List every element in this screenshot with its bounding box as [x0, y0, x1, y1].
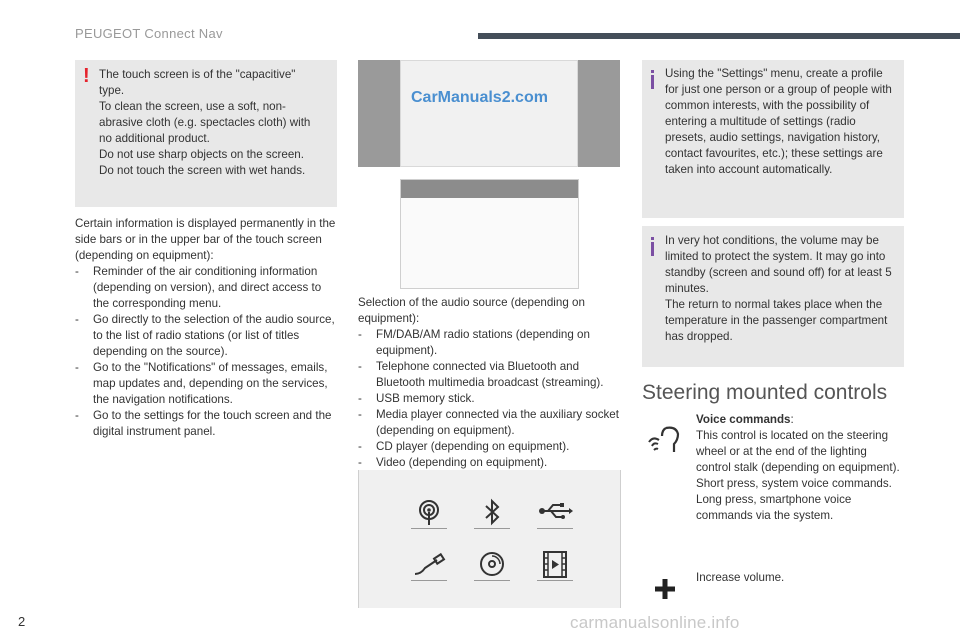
info-icon [651, 242, 654, 256]
voice-line: Long press, smartphone voice commands via the system. [696, 493, 852, 522]
voice-commands-heading [696, 412, 901, 428]
touchscreen-illustration [358, 60, 620, 167]
watermark-text: CarManuals2.com [411, 89, 548, 106]
bluetooth-icon [472, 498, 512, 528]
warning-line: no additional product. [99, 132, 210, 145]
aux-jack-icon [409, 552, 449, 582]
icon-underline [411, 528, 447, 529]
list-item: - FM/DAB/AM radio stations (depending on equipment). [358, 327, 622, 359]
voice-line: Short press, system voice commands. [696, 477, 892, 490]
icon-underline [411, 580, 447, 581]
voice-commands-colon: : [790, 413, 794, 426]
icon-underline [474, 528, 510, 529]
side-bars-description [75, 216, 339, 440]
list-item: - Telephone connected via Bluetooth and Bluetooth multimedia broadcast (streaming). [358, 359, 622, 391]
warning-line: type. [99, 84, 125, 97]
info-note-settings [642, 60, 904, 218]
screen-panel [400, 60, 578, 167]
icon-underline [474, 580, 510, 581]
warning-line: Do not touch the screen with wet hands. [99, 164, 306, 177]
warning-line: To clean the screen, use a soft, non- [99, 100, 286, 113]
voice-line: This control is located on the steering wheel or at the end of the lighting control stalk (depending on equipment). [696, 429, 900, 474]
list-item: - USB memory stick. [358, 391, 622, 407]
list-item: - Go directly to the selection of the audio source, to the list of radio stations (or list of titles depending on the source). [75, 312, 339, 360]
plus-icon [654, 578, 676, 600]
warning-note [75, 60, 337, 207]
icon-underline [537, 528, 573, 529]
info-note-line: The return to normal takes place when the temperature in the passenger compartment has dropped. [665, 298, 888, 343]
radio-icon [409, 498, 449, 528]
cd-icon [472, 550, 512, 580]
audio-source-intro: Selection of the audio source (depending on equipment): [358, 296, 585, 325]
list-item: - Reminder of the air conditioning information (depending on version), and direct access to the corresponding menu. [75, 264, 339, 312]
document-header-title: PEUGEOT Connect Nav [75, 26, 223, 41]
video-icon [535, 550, 575, 580]
screen-bar-illustration [400, 179, 579, 289]
audio-source-icons-panel [358, 470, 621, 608]
voice-command-icon [646, 422, 682, 456]
icon-underline [537, 580, 573, 581]
list-item: - Go to the settings for the touch screen and the digital instrument panel. [75, 408, 339, 440]
audio-source-description [358, 295, 622, 471]
list-item: - Video (depending on equipment). [358, 455, 622, 471]
increase-volume-text: Increase volume. [696, 571, 785, 584]
list-item: - CD player (depending on equipment). [358, 439, 622, 455]
list-item: - Media player connected via the auxiliary socket (depending on equipment). [358, 407, 622, 439]
header-bar [478, 33, 960, 39]
side-bars-intro: Certain information is displayed permanently in the side bars or in the upper bar of the touch screen (depending on equipment): [75, 217, 336, 262]
usb-icon [535, 498, 575, 528]
page-number: 2 [18, 614, 26, 629]
list-item: - Go to the "Notifications" of messages, emails, map updates and, depending on the services, the navigation notifications. [75, 360, 339, 408]
info-icon [651, 75, 654, 89]
warning-icon: ! [83, 65, 90, 87]
info-note-text: Using the "Settings" menu, create a profile for just one person or a group of people with common interests, with the possibility of entering a multitude of settings (radio presets, audio settings, navigation history, contact favourites, etc.); these settings are taken into account automatically. [665, 67, 892, 176]
info-note-temperature [642, 226, 904, 367]
warning-line: The touch screen is of the "capacitive" [99, 68, 296, 81]
voice-commands-label: Voice commands [696, 413, 791, 426]
voice-commands-description [696, 412, 901, 524]
section-title: Steering mounted controls [642, 381, 888, 404]
info-note-line: In very hot conditions, the volume may be limited to protect the system. It may go into standby (screen and sound off) for at least 5 minutes. [665, 234, 892, 295]
warning-line: Do not use sharp objects on the screen. [99, 148, 304, 161]
footer-watermark: carmanualsonline.info [570, 613, 740, 632]
warning-line: abrasive cloth (e.g. spectacles cloth) with [99, 116, 311, 129]
top-bar [401, 180, 578, 198]
